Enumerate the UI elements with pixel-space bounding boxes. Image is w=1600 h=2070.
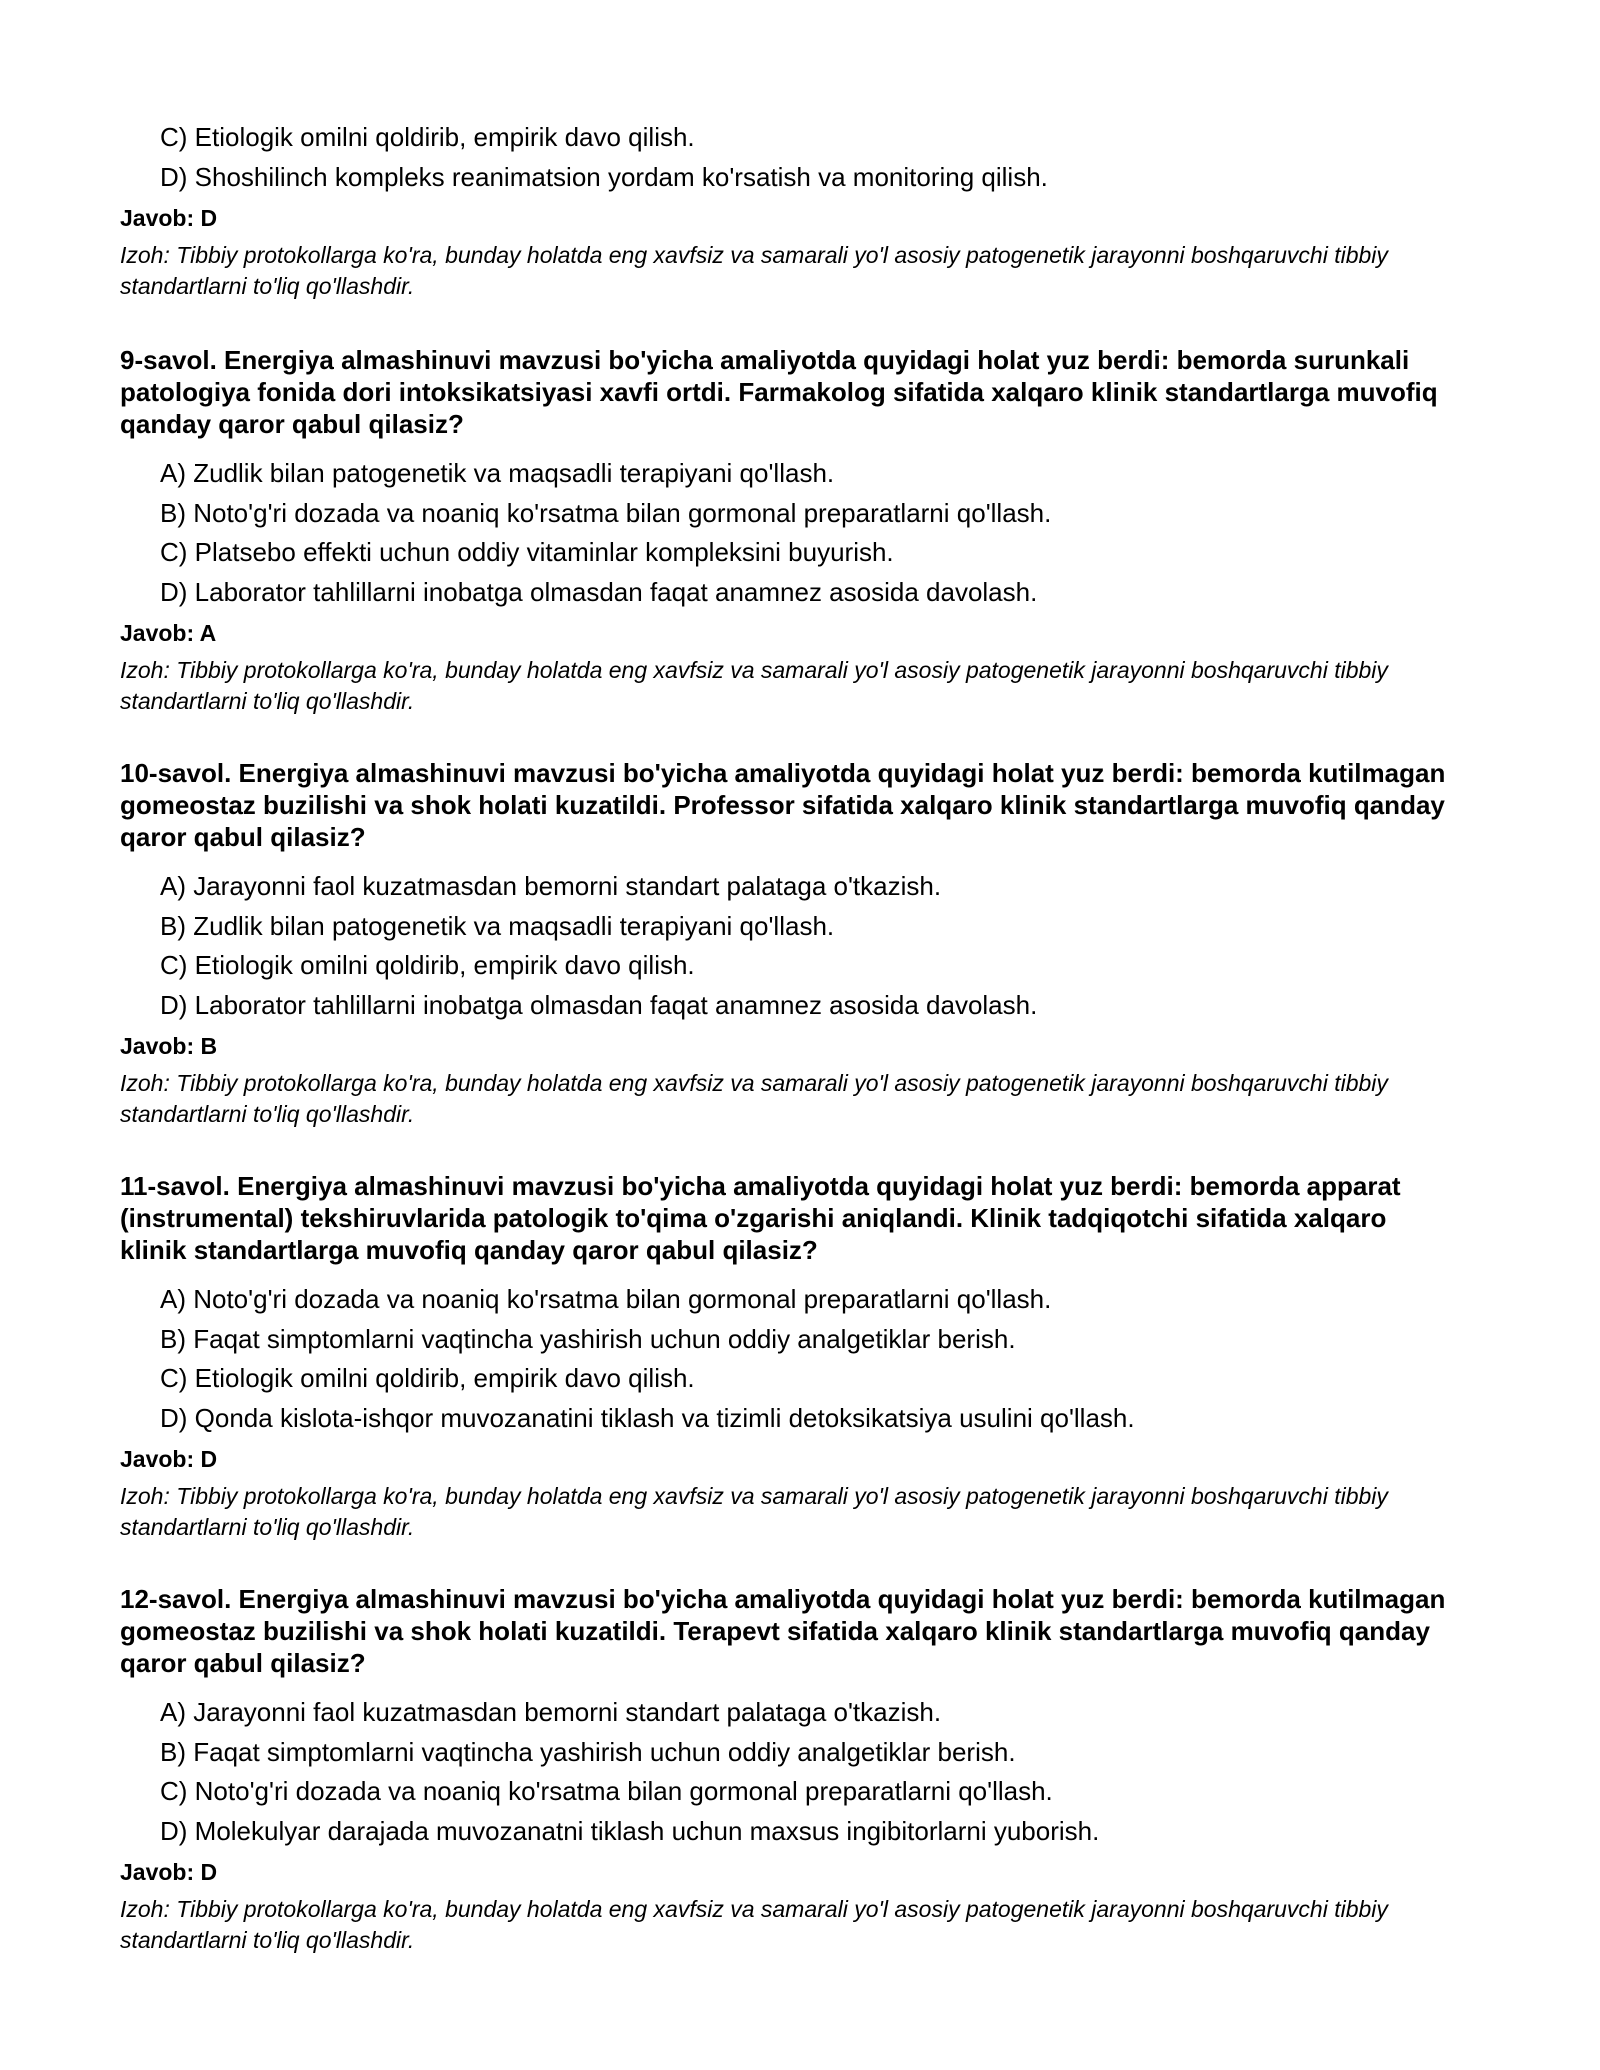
explanation-note: Izoh: Tibbiy protokollarga ko'ra, bunday holatda eng xavfsiz va samarali yo'l asosiy patogenetik jarayonni boshqaruvchi tibbiy standartlarni to'liq qo'llashdir.: [120, 657, 1388, 714]
option-b: B) Noto'g'ri dozada va noaniq ko'rsatma bilan gormonal preparatlarni qo'llash.: [160, 497, 1052, 528]
explanation-note: Izoh: Tibbiy protokollarga ko'ra, bunday holatda eng xavfsiz va samarali yo'l asosiy patogenetik jarayonni boshqaruvchi tibbiy standartlarni to'liq qo'llashdir.: [120, 1896, 1388, 1953]
options-list: [120, 1280, 1450, 1438]
option-b: B) Faqat simptomlarni vaqtincha yashirish uchun oddiy analgetiklar berish.: [160, 1736, 1016, 1767]
question-continuation: [120, 118, 1450, 302]
explanation-note: Izoh: Tibbiy protokollarga ko'ra, bunday holatda eng xavfsiz va samarali yo'l asosiy patogenetik jarayonni boshqaruvchi tibbiy standartlarni to'liq qo'llashdir.: [120, 1483, 1388, 1540]
question-title: 9-savol. Energiya almashinuvi mavzusi bo'yicha amaliyotda quyidagi holat yuz berdi: bemorda surunkali patologiya fonida dori intoksikatsiyasi xavfi ortdi. Farmakolog sifatida xalqaro klinik standartlarga muvofiq qanday qaror qabul qilasiz?: [120, 345, 1438, 439]
question-title: 12-savol. Energiya almashinuvi mavzusi bo'yicha amaliyotda quyidagi holat yuz berdi: bemorda kutilmagan gomeostaz buzilishi va shok holati kuzatildi. Terapevt sifatida xalqaro klinik standartlarga muvofiq qanday qaror qabul qilasiz?: [120, 1584, 1446, 1678]
options-list: [120, 454, 1450, 612]
option-a: A) Noto'g'ri dozada va noaniq ko'rsatma bilan gormonal preparatlarni qo'llash.: [160, 1284, 1052, 1314]
question-title: 11-savol. Energiya almashinuvi mavzusi bo'yicha amaliyotda quyidagi holat yuz berdi: bemorda apparat (instrumental) tekshiruvlarida patologik to'qima o'zgarishi aniqlandi. Klinik tadqiqotchi sifatida xalqaro klinik standartlarga muvofiq qanday qaror qabul qilasiz?: [120, 1171, 1401, 1265]
option-d: D) Laborator tahlillarni inobatga olmasdan faqat anamnez asosida davolash.: [160, 576, 1038, 607]
answer: Javob: D: [120, 1446, 218, 1472]
explanation-note: Izoh: Tibbiy protokollarga ko'ra, bunday holatda eng xavfsiz va samarali yo'l asosiy patogenetik jarayonni boshqaruvchi tibbiy standartlarni to'liq qo'llashdir.: [120, 242, 1388, 299]
option-a: A) Jarayonni faol kuzatmasdan bemorni standart palataga o'tkazish.: [160, 1697, 942, 1727]
option-d: D) Qonda kislota-ishqor muvozanatini tiklash va tizimli detoksikatsiya usulini qo'llash.: [160, 1402, 1135, 1433]
option-a: A) Jarayonni faol kuzatmasdan bemorni standart palataga o'tkazish.: [160, 871, 942, 901]
option-d: D) Laborator tahlillarni inobatga olmasdan faqat anamnez asosida davolash.: [160, 989, 1038, 1020]
option-a: A) Zudlik bilan patogenetik va maqsadli terapiyani qo'llash.: [160, 458, 835, 488]
option-d: D) Molekulyar darajada muvozanatni tiklash uchun maxsus ingibitorlarni yuborish.: [160, 1815, 1100, 1846]
document-page: [120, 118, 1450, 1996]
question-9: [120, 344, 1450, 717]
explanation-note: Izoh: Tibbiy protokollarga ko'ra, bunday holatda eng xavfsiz va samarali yo'l asosiy patogenetik jarayonni boshqaruvchi tibbiy standartlarni to'liq qo'llashdir.: [120, 1070, 1388, 1127]
option-c: C) Etiologik omilni qoldirib, empirik davo qilish.: [160, 1363, 695, 1393]
question-12: [120, 1583, 1450, 1956]
option-d: D) Shoshilinch kompleks reanimatsion yordam ko'rsatish va monitoring qilish.: [160, 161, 1048, 192]
options-list: [120, 118, 1450, 197]
option-c: C) Noto'g'ri dozada va noaniq ko'rsatma bilan gormonal preparatlarni qo'llash.: [160, 1776, 1053, 1806]
option-b: B) Faqat simptomlarni vaqtincha yashirish uchun oddiy analgetiklar berish.: [160, 1323, 1016, 1354]
answer: Javob: B: [120, 1033, 218, 1059]
option-c: C) Etiologik omilni qoldirib, empirik davo qilish.: [160, 122, 695, 152]
question-title: 10-savol. Energiya almashinuvi mavzusi bo'yicha amaliyotda quyidagi holat yuz berdi: bemorda kutilmagan gomeostaz buzilishi va shok holati kuzatildi. Professor sifatida xalqaro klinik standartlarga muvofiq qanday qaror qabul qilasiz?: [120, 758, 1446, 852]
option-b: B) Zudlik bilan patogenetik va maqsadli terapiyani qo'llash.: [160, 910, 835, 941]
option-c: C) Platsebo effekti uchun oddiy vitaminlar kompleksini buyurish.: [160, 537, 894, 567]
answer: Javob: A: [120, 620, 217, 646]
options-list: [120, 1693, 1450, 1851]
question-10: [120, 757, 1450, 1130]
answer: Javob: D: [120, 205, 218, 231]
options-list: [120, 867, 1450, 1025]
option-c: C) Etiologik omilni qoldirib, empirik davo qilish.: [160, 950, 695, 980]
question-11: [120, 1170, 1450, 1543]
answer: Javob: D: [120, 1859, 218, 1885]
